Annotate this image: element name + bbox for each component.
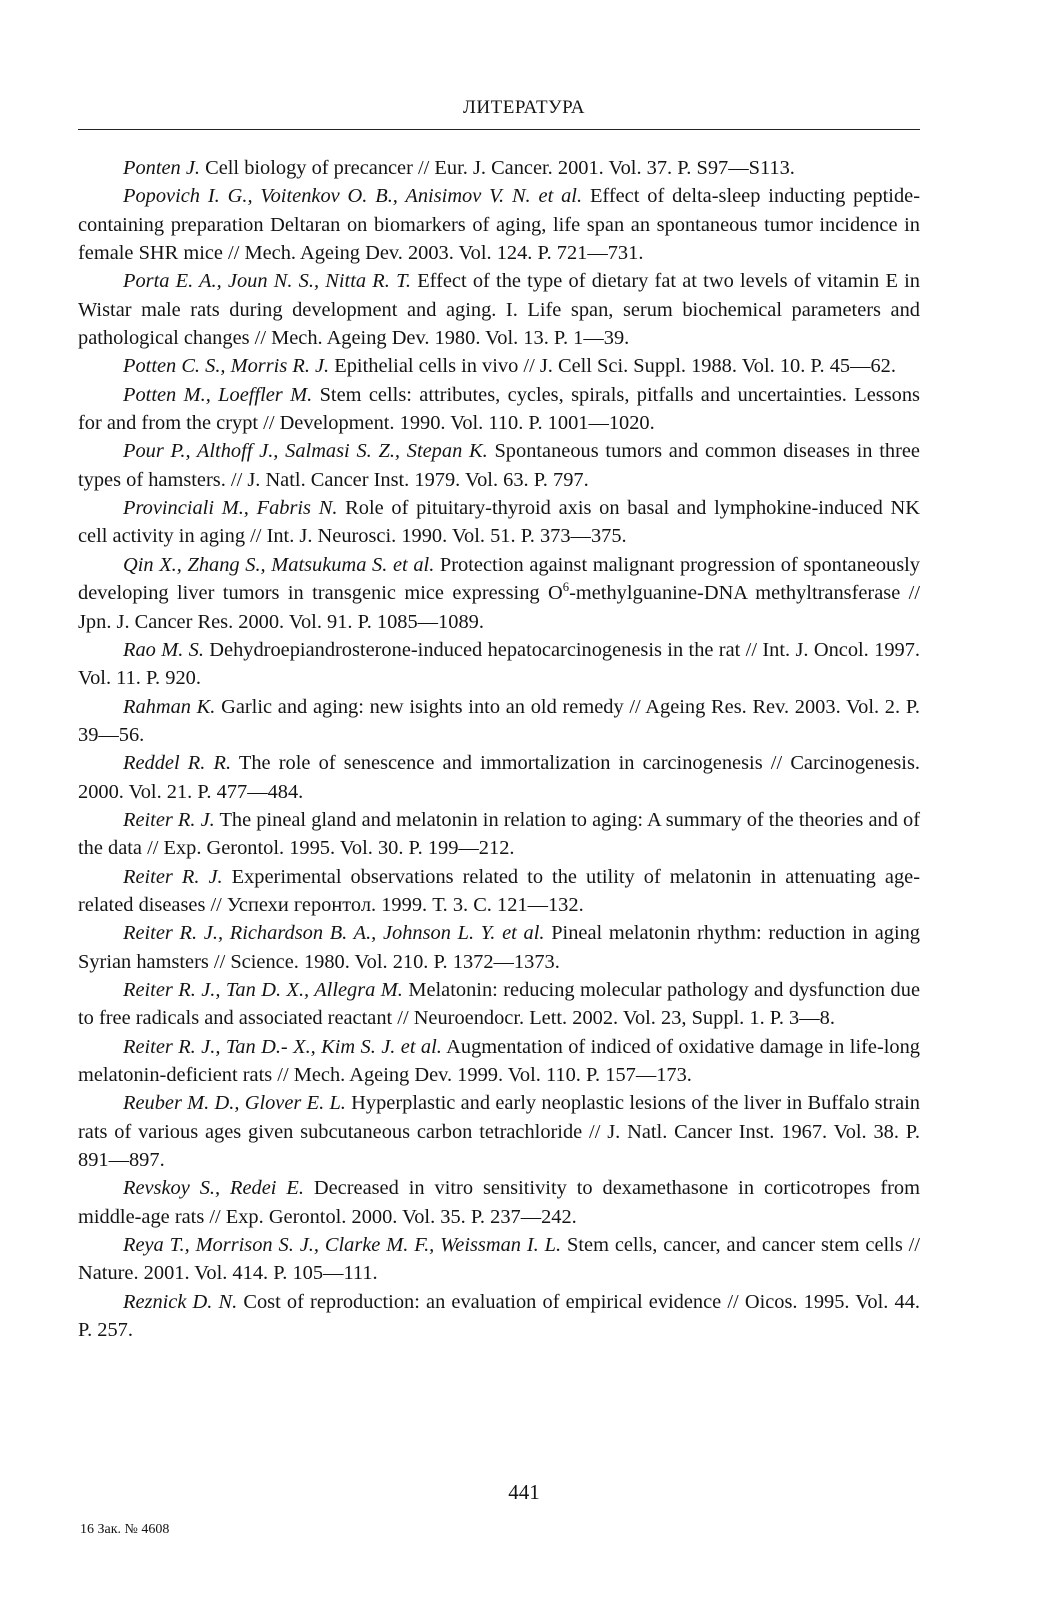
reference-entry	[78, 636, 920, 693]
reference-citation: Epithelial cells in vivo // J. Cell Sci. Suppl. 1988. Vol. 10. P. 45—62.	[329, 355, 896, 378]
reference-entry	[78, 154, 920, 182]
reference-entry	[78, 1089, 920, 1174]
reference-citation: Pineal melatonin rhythm: reduction in aging Syrian hamsters // Science. 1980. Vol. 210. P. 1372—1373.	[78, 922, 920, 973]
reference-authors: Porta E. A., Joun N. S., Nitta R. T.	[123, 270, 411, 293]
reference-authors: Provinciali M., Fabris N.	[123, 497, 338, 520]
reference-authors: Rahman K.	[123, 695, 216, 718]
reference-entry	[78, 976, 920, 1033]
reference-authors: Potten C. S., Morris R. J.	[123, 355, 330, 378]
reference-entry	[78, 551, 920, 636]
header-rule	[78, 129, 920, 130]
reference-authors: Reiter R. J., Tan D. X., Allegra M.	[123, 978, 403, 1001]
reference-citation: Dehydroepiandrosterone-induced hepatocarcinogenesis in the rat // Int. J. Oncol. 1997. Vol. 11. P. 920.	[78, 638, 921, 690]
reference-authors: Reddel R. R.	[123, 752, 232, 775]
reference-entry	[78, 806, 920, 863]
reference-authors: Reuber M. D., Glover E. L.	[123, 1092, 346, 1115]
reference-authors: Reiter R. J., Tan D.- X., Kim S. J. et al.	[123, 1035, 442, 1058]
reference-authors: Revskoy S., Redei E.	[123, 1177, 304, 1200]
reference-citation: The role of senescence and immortalization in carcinogenesis // Carcinogenesis. 2000. Vol. 21. P. 477—484.	[78, 752, 920, 803]
reference-entry	[78, 182, 920, 267]
reference-citation: Effect of delta-sleep inducting peptide-containing preparation Deltaran on biomarkers of aging, life span an spontaneous tumor incidence in female SHR mice // Mech. Ageing Dev. 2003. Vol. 124. P. 721—731.	[78, 185, 920, 265]
reference-authors: Ponten J.	[123, 157, 201, 179]
reference-citation: Augmentation of indiced of oxidative damage in life-long melatonin-deficient rats // Mech. Ageing Dev. 1999. Vol. 110. P. 157—173.	[78, 1035, 920, 1086]
reference-citation-continued: -methylguanine-DNA methyltransferase // Jpn. J. Cancer Res. 2000. Vol. 91. P. 1085—1089.	[78, 582, 920, 633]
reference-citation: Role of pituitary-thyroid axis on basal and lymphokine-induced NK cell activity in aging // Int. J. Neurosci. 1990. Vol. 51. P. 373—375.	[78, 497, 920, 548]
reference-authors: Reznick D. N.	[123, 1290, 238, 1313]
reference-authors: Popovich I. G., Voitenkov O. B., Anisimov V. N. et al.	[123, 185, 583, 208]
reference-authors: Potten M., Loeffler M.	[123, 383, 313, 406]
page-number: 441	[508, 1480, 540, 1504]
reference-entry	[78, 352, 920, 380]
reference-citation: Stem cells, cancer, and cancer stem cells // Nature. 2001. Vol. 414. P. 105—111.	[78, 1234, 920, 1285]
reference-list	[78, 154, 920, 1344]
reference-citation: Garlic and aging: new isights into an old remedy // Ageing Res. Rev. 2003. Vol. 2. P. 39—56.	[78, 695, 920, 746]
reference-authors: Reiter R. J.	[123, 808, 215, 831]
reference-entry	[78, 863, 920, 920]
reference-citation: Cell biology of precancer // Eur. J. Cancer. 2001. Vol. 37. P. S97—S113.	[200, 157, 795, 179]
reference-entry	[78, 1231, 920, 1288]
reference-entry	[78, 437, 920, 494]
superscript: 6	[562, 580, 570, 595]
reference-citation: Effect of the type of dietary fat at two levels of vitamin E in Wistar male rats during development and aging. I. Life span, serum biochemical parameters and pathological changes // Mech. Ageing Dev. 1980. Vol. 13. P. 1—39.	[78, 270, 920, 350]
reference-authors: Pour P., Althoff J., Salmasi S. Z., Stepan K.	[123, 440, 488, 463]
running-head: ЛИТЕРАТУРА	[463, 97, 585, 118]
reference-authors: Reya T., Morrison S. J., Clarke M. F., Weissman I. L.	[123, 1234, 562, 1257]
reference-entry	[78, 693, 920, 750]
reference-entry	[78, 267, 920, 352]
reference-authors: Reiter R. J.	[123, 865, 223, 888]
reference-citation: Hyperplastic and early neoplastic lesions of the liver in Buffalo strain rats of various ages given subcutaneous carbon tetrachloride // J. Natl. Cancer Inst. 1967. Vol. 38. P. 891—897.	[78, 1092, 920, 1172]
reference-entry	[78, 919, 920, 976]
reference-citation: Experimental observations related to the utility of melatonin in attenuating age-related diseases // Успехи геронтол. 1999. Т. 3. С. 121—132.	[78, 865, 920, 916]
reference-citation: Melatonin: reducing molecular pathology and dysfunction due to free radicals and associated reactant // Neuroendocr. Lett. 2002. Vol. 23, Suppl. 1. P. 3—8.	[78, 978, 920, 1030]
reference-citation: The pineal gland and melatonin in relation to aging: A summary of the theories and of the data // Exp. Gerontol. 1995. Vol. 30. P. 199—212.	[78, 808, 921, 860]
reference-entry	[78, 381, 920, 438]
reference-citation: Protection against malignant progression of spontaneously developing liver tumors in transgenic mice expressing O	[78, 553, 921, 605]
reference-citation: Stem cells: attributes, cycles, spirals, pitfalls and uncertainties. Lessons for and from the crypt // Development. 1990. Vol. 110. P. 1001—1020.	[78, 383, 920, 435]
reference-authors: Reiter R. J., Richardson B. A., Johnson L. Y. et al.	[123, 922, 545, 945]
reference-entry	[78, 494, 920, 551]
reference-citation: Spontaneous tumors and common diseases in three types of hamsters. // J. Natl. Cancer Inst. 1979. Vol. 63. P. 797.	[78, 440, 920, 491]
reference-entry	[78, 749, 920, 806]
reference-entry	[78, 1033, 920, 1090]
reference-entry	[78, 1174, 920, 1231]
reference-citation: Cost of reproduction: an evaluation of empirical evidence // Oicos. 1995. Vol. 44. P. 257.	[78, 1290, 920, 1342]
reference-entry	[78, 1288, 920, 1345]
reference-authors: Rao M. S.	[123, 638, 204, 661]
reference-citation: Decreased in vitro sensitivity to dexamethasone in corticotropes from middle-age rats // Exp. Gerontol. 2000. Vol. 35. P. 237—242.	[78, 1177, 920, 1228]
reference-authors: Qin X., Zhang S., Matsukuma S. et al.	[123, 553, 435, 576]
printing-order-mark: 16 Зак. № 4608	[80, 1522, 170, 1537]
